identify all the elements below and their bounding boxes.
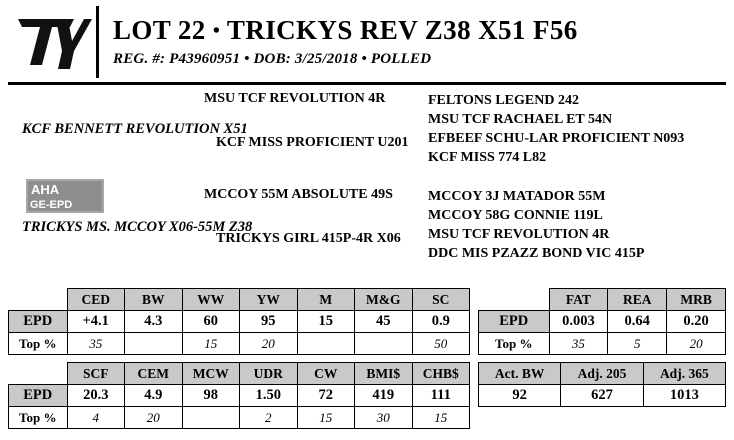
sire-ggp-1: FELTONS LEGEND 242 (428, 93, 579, 108)
epd-table-1 (8, 288, 470, 355)
cell-top-mrb: 20 (667, 333, 726, 355)
col-head-act-bw: Act. BW (479, 363, 561, 385)
cell-epd-cw: 72 (297, 385, 355, 407)
table-row (9, 407, 470, 429)
cell-top-chb: 15 (412, 407, 470, 429)
sire-great-grandparents (428, 91, 734, 167)
epd-left-tables (8, 288, 470, 429)
cell-top-rea: 5 (608, 333, 667, 355)
row-label-epd: EPD (9, 385, 68, 407)
sire-granddam: KCF MISS PROFICIENT U201 (216, 135, 409, 150)
col-head-cw: CW (297, 363, 355, 385)
cell-epd-bw: 4.3 (125, 311, 183, 333)
dam-pedigree (8, 187, 726, 275)
col-head-adj-205: Adj. 205 (561, 363, 643, 385)
cell-epd-ww: 60 (182, 311, 240, 333)
table-row (479, 385, 726, 407)
cell-top-cem: 20 (125, 407, 183, 429)
col-head-rea: REA (608, 289, 667, 311)
lot-number: LOT 22 (113, 15, 206, 46)
sire-ggp-3: EFBEEF SCHU-LAR PROFICIENT N093 (428, 131, 685, 146)
col-head-cem: CEM (125, 363, 183, 385)
sire-ggp-2: MSU TCF RACHAEL ET 54N (428, 112, 613, 127)
dam-ggp-2: MCCOY 58G CONNIE 119L (428, 208, 603, 223)
corner-cell (9, 289, 68, 311)
epd-right-tables (478, 288, 726, 429)
col-head-ced: CED (67, 289, 125, 311)
cell-adj-365: 1013 (643, 385, 725, 407)
col-head-mrb: MRB (667, 289, 726, 311)
table-row (479, 363, 726, 385)
table-row (9, 333, 470, 355)
title-bullet: • (212, 20, 221, 43)
row-label-top: Top % (479, 333, 550, 355)
row-label-top: Top % (9, 407, 68, 429)
sire-name: KCF BENNETT REVOLUTION X51 (22, 121, 248, 137)
svg-text:AHA: AHA (31, 182, 60, 197)
dam-ggp-4: DDC MIS PZAZZ BOND VIC 415P (428, 246, 645, 261)
dam-ggp-1: MCCOY 3J MATADOR 55M (428, 189, 606, 204)
svg-text:GE-EPD: GE-EPD (30, 199, 73, 211)
cell-epd-ced: +4.1 (67, 311, 125, 333)
row-label-epd: EPD (479, 311, 550, 333)
corner-cell (479, 289, 550, 311)
row-label-epd: EPD (9, 311, 68, 333)
cell-adj-205: 627 (561, 385, 643, 407)
col-head-bmi: BMI$ (355, 363, 413, 385)
cell-epd-mcw: 98 (182, 385, 240, 407)
epd-tables (8, 288, 726, 429)
col-head-bw: BW (125, 289, 183, 311)
table-row (479, 333, 726, 355)
cell-top-bw (125, 333, 183, 355)
cell-top-mg (355, 333, 413, 355)
table-row (479, 311, 726, 333)
dam-ggp-3: MSU TCF REVOLUTION 4R (428, 227, 610, 242)
cell-epd-sc: 0.9 (412, 311, 470, 333)
col-head-chb: CHB$ (412, 363, 470, 385)
header (8, 6, 726, 85)
ty-monogram-logo (8, 6, 96, 78)
cell-top-scf: 4 (67, 407, 125, 429)
table-row (9, 385, 470, 407)
col-head-ww: WW (182, 289, 240, 311)
page-title (113, 16, 726, 44)
sire-grandsire: MSU TCF REVOLUTION 4R (204, 91, 386, 106)
dam-name: TRICKYS MS. MCCOY X06-55M Z38 (22, 219, 253, 235)
dam-great-grandparents (428, 187, 734, 263)
cell-epd-scf: 20.3 (67, 385, 125, 407)
col-head-sc: SC (412, 289, 470, 311)
cell-epd-cem: 4.9 (125, 385, 183, 407)
aha-ge-epd-badge-icon (26, 179, 104, 213)
dam-grandsire: MCCOY 55M ABSOLUTE 49S (204, 187, 393, 202)
cell-epd-bmi: 419 (355, 385, 413, 407)
registration-line: REG. #: P43960951 • DOB: 3/25/2018 • POLLED (113, 50, 432, 67)
sire-ggp-4: KCF MISS 774 L82 (428, 150, 547, 165)
cell-epd-mrb: 0.20 (667, 311, 726, 333)
cell-epd-udr: 1.50 (240, 385, 298, 407)
cell-epd-chb: 111 (412, 385, 470, 407)
col-head-mg: M&G (355, 289, 413, 311)
title-block (96, 6, 726, 78)
col-head-yw: YW (240, 289, 298, 311)
cell-top-ced: 35 (67, 333, 125, 355)
carcass-table (478, 288, 726, 355)
cell-top-ww: 15 (182, 333, 240, 355)
animal-name: TRICKYS REV Z38 X51 F56 (226, 15, 578, 46)
col-head-udr: UDR (240, 363, 298, 385)
cell-epd-mg: 45 (355, 311, 413, 333)
table-row (479, 289, 726, 311)
cell-top-sc: 50 (412, 333, 470, 355)
table-row (9, 363, 470, 385)
table-row (9, 289, 470, 311)
cell-top-cw: 15 (297, 407, 355, 429)
cell-top-yw: 20 (240, 333, 298, 355)
cell-epd-rea: 0.64 (608, 311, 667, 333)
corner-cell (9, 363, 68, 385)
cell-epd-fat: 0.003 (549, 311, 608, 333)
cell-act-bw: 92 (479, 385, 561, 407)
sire-pedigree (8, 91, 726, 179)
actual-weights-table (478, 362, 726, 407)
cell-top-fat: 35 (549, 333, 608, 355)
col-head-adj-365: Adj. 365 (643, 363, 725, 385)
row-label-top: Top % (9, 333, 68, 355)
col-head-mcw: MCW (182, 363, 240, 385)
cell-top-mcw (182, 407, 240, 429)
cell-top-m (297, 333, 355, 355)
cell-top-udr: 2 (240, 407, 298, 429)
col-head-fat: FAT (549, 289, 608, 311)
dam-granddam: TRICKYS GIRL 415P-4R X06 (216, 231, 401, 246)
cell-top-bmi: 30 (355, 407, 413, 429)
col-head-scf: SCF (67, 363, 125, 385)
cell-epd-yw: 95 (240, 311, 298, 333)
table-row (9, 311, 470, 333)
pedigree-block (8, 91, 726, 276)
col-head-m: M (297, 289, 355, 311)
cell-epd-m: 15 (297, 311, 355, 333)
epd-table-2 (8, 362, 470, 429)
